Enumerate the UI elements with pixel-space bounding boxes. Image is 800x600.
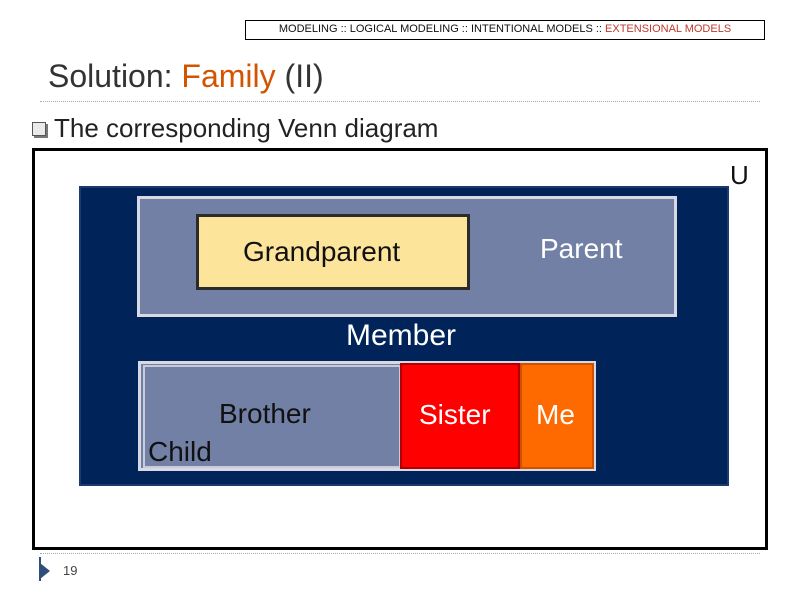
me-label: Me — [536, 399, 575, 430]
bullet-item — [32, 113, 438, 144]
title-prefix: Solution: — [48, 58, 182, 94]
parent-label: Parent — [540, 233, 623, 264]
brother-label: Brother — [219, 398, 311, 429]
sister-label: Sister — [419, 399, 491, 430]
title-divider — [40, 101, 760, 102]
bullet-text: The corresponding Venn diagram — [54, 113, 439, 143]
child-label: Child — [148, 436, 212, 467]
triangle-marker-icon — [40, 563, 50, 579]
title-suffix: (II) — [275, 58, 324, 94]
title-accent: Family — [181, 58, 276, 94]
breadcrumb — [245, 20, 765, 40]
footer-divider — [40, 553, 760, 554]
universe-label: U — [730, 160, 749, 190]
grandparent-label: Grandparent — [243, 236, 401, 267]
member-label: Member — [346, 319, 457, 352]
slide-title — [48, 58, 324, 95]
breadcrumb-current: EXTENSIONAL MODELS — [605, 23, 732, 35]
breadcrumb-path: MODELING :: LOGICAL MODELING :: INTENTIONAL MODELS :: — [278, 23, 606, 35]
page-number: 19 — [63, 563, 78, 578]
checkbox-bullet-icon — [32, 122, 46, 136]
